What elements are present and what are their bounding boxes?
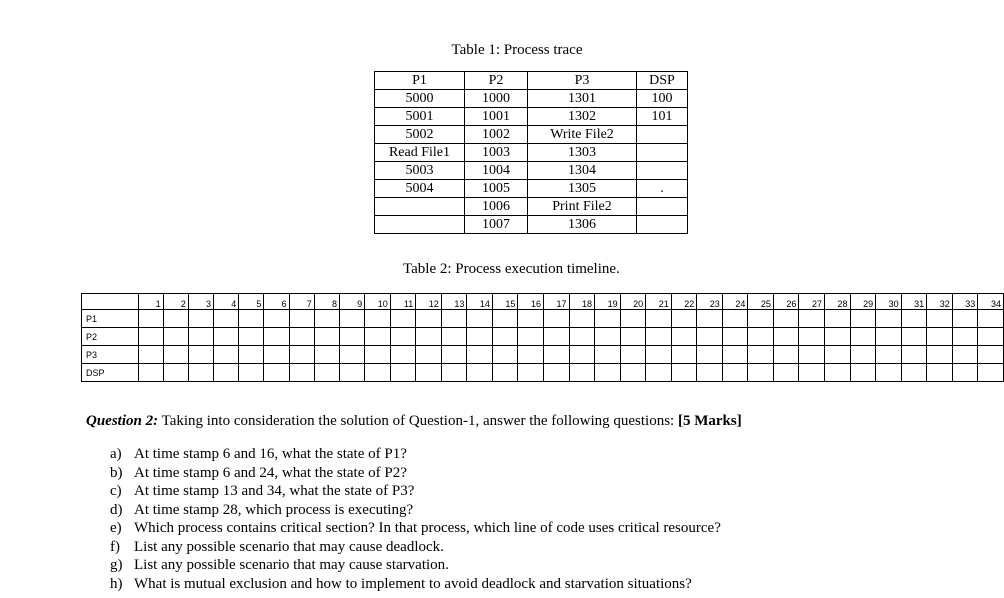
timeline-cell — [876, 364, 902, 382]
timeline-cell — [314, 328, 339, 346]
table-cell — [637, 144, 688, 162]
timeline-cell — [850, 310, 876, 328]
timeline-header-row — [82, 294, 1004, 310]
time-slot-header: 1 — [138, 294, 163, 310]
table-cell: 1302 — [528, 108, 637, 126]
question-item-text: At time stamp 6 and 24, what the state of P2? — [134, 464, 407, 481]
table-cell: 5003 — [375, 162, 465, 180]
timeline-cell — [492, 364, 518, 382]
timeline-cell — [518, 346, 544, 364]
question-label: Question 2: — [86, 413, 159, 429]
time-slot-header: 2 — [163, 294, 188, 310]
timeline-cell — [390, 310, 416, 328]
timeline-row — [82, 328, 1004, 346]
timeline-cell — [620, 346, 646, 364]
timeline-cell — [620, 310, 646, 328]
timeline-cell — [365, 346, 391, 364]
timeline-cell — [188, 310, 213, 328]
timeline-cell — [901, 346, 927, 364]
table-row — [375, 162, 688, 180]
timeline-cell — [671, 310, 697, 328]
table-row — [375, 198, 688, 216]
timeline-cell — [543, 364, 569, 382]
table-header-row — [375, 72, 688, 90]
timeline-cell — [901, 328, 927, 346]
timeline-cell — [467, 310, 493, 328]
time-slot-header: 25 — [748, 294, 774, 310]
question-item-letter: h) — [110, 575, 123, 592]
timeline-cell — [239, 328, 264, 346]
time-slot-header: 11 — [390, 294, 416, 310]
question-item-text: List any possible scenario that may cause deadlock. — [134, 538, 444, 555]
question-item-letter: f) — [110, 538, 120, 555]
time-slot-header: 28 — [824, 294, 850, 310]
timeline-cell — [264, 328, 289, 346]
timeline-cell — [390, 346, 416, 364]
timeline-cell — [543, 328, 569, 346]
timeline-cell — [748, 364, 774, 382]
timeline-row — [82, 346, 1004, 364]
table-cell: 1303 — [528, 144, 637, 162]
timeline-cell — [314, 310, 339, 328]
timeline-cell — [697, 310, 723, 328]
timeline-cell — [799, 346, 825, 364]
question-marks: [5 Marks] — [677, 413, 742, 429]
timeline-cell — [138, 364, 163, 382]
timeline-process-label: DSP — [82, 364, 139, 382]
time-slot-header: 34 — [978, 294, 1004, 310]
timeline-cell — [773, 328, 799, 346]
timeline-cell — [876, 328, 902, 346]
header-p3: P3 — [528, 72, 637, 90]
time-slot-header: 7 — [289, 294, 314, 310]
timeline-cell — [441, 364, 467, 382]
timeline-cell — [799, 328, 825, 346]
time-slot-header: 27 — [799, 294, 825, 310]
timeline-cell — [492, 310, 518, 328]
timeline-cell — [239, 310, 264, 328]
timeline-cell — [927, 328, 953, 346]
question-item-letter: e) — [110, 520, 122, 536]
timeline-cell — [952, 346, 978, 364]
table-row — [375, 90, 688, 108]
question-item — [110, 445, 721, 464]
question-item-letter: g) — [110, 557, 123, 573]
timeline-cell — [978, 364, 1004, 382]
table-cell: 1305 — [528, 180, 637, 198]
timeline-cell — [595, 364, 621, 382]
timeline-cell — [365, 328, 391, 346]
timeline-cell — [441, 328, 467, 346]
question-item — [110, 501, 721, 520]
execution-timeline-table — [81, 293, 1004, 382]
question-item — [110, 482, 721, 501]
table-cell — [637, 126, 688, 144]
timeline-cell — [876, 310, 902, 328]
table-cell — [375, 198, 465, 216]
timeline-cell — [467, 346, 493, 364]
timeline-cell — [416, 346, 442, 364]
timeline-cell — [188, 346, 213, 364]
timeline-cell — [952, 328, 978, 346]
table-cell: 5000 — [375, 90, 465, 108]
timeline-cell — [748, 310, 774, 328]
timeline-cell — [901, 364, 927, 382]
timeline-cell — [697, 364, 723, 382]
timeline-cell — [492, 346, 518, 364]
timeline-cell — [850, 328, 876, 346]
timeline-cell — [927, 310, 953, 328]
timeline-cell — [952, 364, 978, 382]
timeline-cell — [620, 328, 646, 346]
time-slot-header: 12 — [416, 294, 442, 310]
timeline-cell — [876, 346, 902, 364]
timeline-cell — [289, 364, 314, 382]
timeline-cell — [722, 346, 748, 364]
header-dsp: DSP — [637, 72, 688, 90]
timeline-cell — [773, 346, 799, 364]
timeline-cell — [646, 364, 672, 382]
table-cell: 101 — [637, 108, 688, 126]
table-row — [375, 216, 688, 234]
table1-title — [0, 42, 1004, 59]
timeline-cell — [340, 328, 365, 346]
time-slot-header: 5 — [239, 294, 264, 310]
table-cell: 100 — [637, 90, 688, 108]
timeline-cell — [824, 310, 850, 328]
timeline-cell — [595, 328, 621, 346]
timeline-cell — [646, 346, 672, 364]
timeline-cell — [239, 364, 264, 382]
timeline-cell — [646, 310, 672, 328]
timeline-cell — [163, 310, 188, 328]
table-cell: 1006 — [465, 198, 528, 216]
time-slot-header: 8 — [314, 294, 339, 310]
table1-title-text: Table 1: Process trace — [451, 42, 583, 58]
timeline-cell — [978, 328, 1004, 346]
timeline-cell — [138, 328, 163, 346]
timeline-cell — [314, 364, 339, 382]
time-slot-header: 18 — [569, 294, 595, 310]
question-item-text: At time stamp 13 and 34, what the state of P3? — [134, 483, 415, 499]
question-item-text: What is mutual exclusion and how to implement to avoid deadlock and starvation situations? — [134, 575, 692, 592]
time-slot-header: 23 — [697, 294, 723, 310]
table-cell: 1007 — [465, 216, 528, 234]
timeline-cell — [850, 346, 876, 364]
table-row — [375, 180, 688, 198]
timeline-cell — [163, 346, 188, 364]
table-cell: 1004 — [465, 162, 528, 180]
timeline-cell — [416, 328, 442, 346]
table-cell: 1001 — [465, 108, 528, 126]
timeline-cell — [671, 346, 697, 364]
timeline-cell — [901, 310, 927, 328]
timeline-cell — [492, 328, 518, 346]
timeline-process-label: P1 — [82, 310, 139, 328]
timeline-cell — [646, 328, 672, 346]
question-item-text: At time stamp 6 and 16, what the state of P1? — [134, 446, 407, 462]
timeline-cell — [773, 364, 799, 382]
time-slot-header: 9 — [340, 294, 365, 310]
timeline-cell — [697, 328, 723, 346]
header-p1: P1 — [375, 72, 465, 90]
timeline-cell — [518, 364, 544, 382]
table-row — [375, 108, 688, 126]
table-cell — [375, 216, 465, 234]
time-slot-header: 29 — [850, 294, 876, 310]
process-trace-body — [375, 90, 688, 234]
table-cell: Print File2 — [528, 198, 637, 216]
timeline-cell — [722, 364, 748, 382]
timeline-cell — [214, 310, 239, 328]
question-item-letter: b) — [110, 464, 123, 481]
timeline-cell — [518, 328, 544, 346]
timeline-cell — [595, 346, 621, 364]
timeline-cell — [518, 310, 544, 328]
time-slot-header: 21 — [646, 294, 672, 310]
timeline-cell — [927, 346, 953, 364]
timeline-cell — [441, 310, 467, 328]
timeline-cell — [467, 328, 493, 346]
question-heading — [86, 413, 742, 430]
time-slot-header: 24 — [722, 294, 748, 310]
table-cell: Read File1 — [375, 144, 465, 162]
time-slot-header: 10 — [365, 294, 391, 310]
table-cell — [637, 162, 688, 180]
time-slot-header: 15 — [492, 294, 518, 310]
timeline-cell — [214, 364, 239, 382]
table-cell: . — [637, 180, 688, 198]
time-slot-header: 31 — [901, 294, 927, 310]
timeline-cell — [138, 346, 163, 364]
timeline-cell — [671, 364, 697, 382]
timeline-cell — [748, 346, 774, 364]
time-slot-header: 17 — [543, 294, 569, 310]
timeline-cell — [163, 328, 188, 346]
time-slot-header: 20 — [620, 294, 646, 310]
timeline-cell — [569, 346, 595, 364]
time-slot-header: 6 — [264, 294, 289, 310]
time-slot-header: 13 — [441, 294, 467, 310]
question-item-letter: d) — [110, 501, 123, 518]
table-row — [375, 126, 688, 144]
timeline-cell — [671, 328, 697, 346]
timeline-cell — [824, 364, 850, 382]
timeline-cell — [214, 328, 239, 346]
timeline-cell — [595, 310, 621, 328]
timeline-process-label: P3 — [82, 346, 139, 364]
process-trace-table — [374, 71, 688, 234]
question-item-text: List any possible scenario that may cause starvation. — [134, 557, 449, 573]
timeline-cell — [188, 328, 213, 346]
time-slot-header: 4 — [214, 294, 239, 310]
question-item — [110, 556, 721, 575]
timeline-process-label: P2 — [82, 328, 139, 346]
timeline-cell — [799, 310, 825, 328]
table-cell: 1301 — [528, 90, 637, 108]
time-slot-header: 22 — [671, 294, 697, 310]
timeline-cell — [264, 364, 289, 382]
timeline-cell — [748, 328, 774, 346]
timeline-cell — [620, 364, 646, 382]
timeline-cell — [722, 310, 748, 328]
timeline-cell — [441, 346, 467, 364]
timeline-cell — [850, 364, 876, 382]
timeline-cell — [416, 364, 442, 382]
timeline-cell — [543, 346, 569, 364]
table-cell: 5004 — [375, 180, 465, 198]
timeline-cell — [978, 346, 1004, 364]
time-slot-header: 32 — [927, 294, 953, 310]
timeline-cell — [799, 364, 825, 382]
timeline-cell — [824, 328, 850, 346]
time-slot-header: 3 — [188, 294, 213, 310]
question-item-text: Which process contains critical section? In that process, which line of code uses critical resource? — [134, 520, 721, 536]
timeline-cell — [188, 364, 213, 382]
timeline-cell — [340, 346, 365, 364]
timeline-cell — [773, 310, 799, 328]
table-cell: 5001 — [375, 108, 465, 126]
question-text: Taking into consideration the solution of Question-1, answer the following questions: — [158, 413, 678, 429]
timeline-cell — [289, 310, 314, 328]
timeline-cell — [543, 310, 569, 328]
table-cell: 1003 — [465, 144, 528, 162]
table-cell: 1306 — [528, 216, 637, 234]
table-cell: Write File2 — [528, 126, 637, 144]
timeline-cell — [697, 346, 723, 364]
timeline-cell — [264, 346, 289, 364]
question-item — [110, 575, 721, 594]
question-item — [110, 519, 721, 538]
timeline-body — [82, 294, 1004, 382]
time-slot-header: 16 — [518, 294, 544, 310]
timeline-cell — [927, 364, 953, 382]
timeline-cell — [314, 346, 339, 364]
timeline-cell — [289, 346, 314, 364]
timeline-cell — [569, 364, 595, 382]
question-item-letter: c) — [110, 483, 122, 499]
timeline-cell — [214, 346, 239, 364]
question-item — [110, 538, 721, 557]
table-cell: 1000 — [465, 90, 528, 108]
timeline-cell — [952, 310, 978, 328]
time-slot-header: 30 — [876, 294, 902, 310]
time-slot-header: 14 — [467, 294, 493, 310]
timeline-cell — [264, 310, 289, 328]
timeline-row — [82, 310, 1004, 328]
timeline-cell — [722, 328, 748, 346]
timeline-cell — [239, 346, 264, 364]
timeline-cell — [365, 364, 391, 382]
question-item — [110, 464, 721, 483]
timeline-cell — [416, 310, 442, 328]
timeline-cell — [289, 328, 314, 346]
timeline-cell — [467, 364, 493, 382]
question-item-text: At time stamp 28, which process is executing? — [134, 501, 414, 518]
timeline-cell — [569, 310, 595, 328]
time-slot-header: 19 — [595, 294, 621, 310]
timeline-row — [82, 364, 1004, 382]
timeline-cell — [978, 310, 1004, 328]
table-row — [375, 144, 688, 162]
timeline-cell — [569, 328, 595, 346]
timeline-cell — [365, 310, 391, 328]
table-cell — [637, 198, 688, 216]
timeline-cell — [824, 346, 850, 364]
table-cell — [637, 216, 688, 234]
timeline-cell — [390, 364, 416, 382]
table-cell: 1002 — [465, 126, 528, 144]
timeline-cell — [163, 364, 188, 382]
table-cell: 5002 — [375, 126, 465, 144]
timeline-cell — [390, 328, 416, 346]
question-items — [110, 445, 721, 593]
time-slot-header: 33 — [952, 294, 978, 310]
timeline-cell — [340, 310, 365, 328]
table-cell: 1304 — [528, 162, 637, 180]
timeline-cell — [340, 364, 365, 382]
question-item-letter: a) — [110, 446, 122, 462]
table2-title: Table 2: Process execution timeline. — [403, 261, 620, 277]
table-cell: 1005 — [465, 180, 528, 198]
timeline-corner-cell — [82, 294, 139, 310]
time-slot-header: 26 — [773, 294, 799, 310]
header-p2: P2 — [465, 72, 528, 90]
timeline-cell — [138, 310, 163, 328]
